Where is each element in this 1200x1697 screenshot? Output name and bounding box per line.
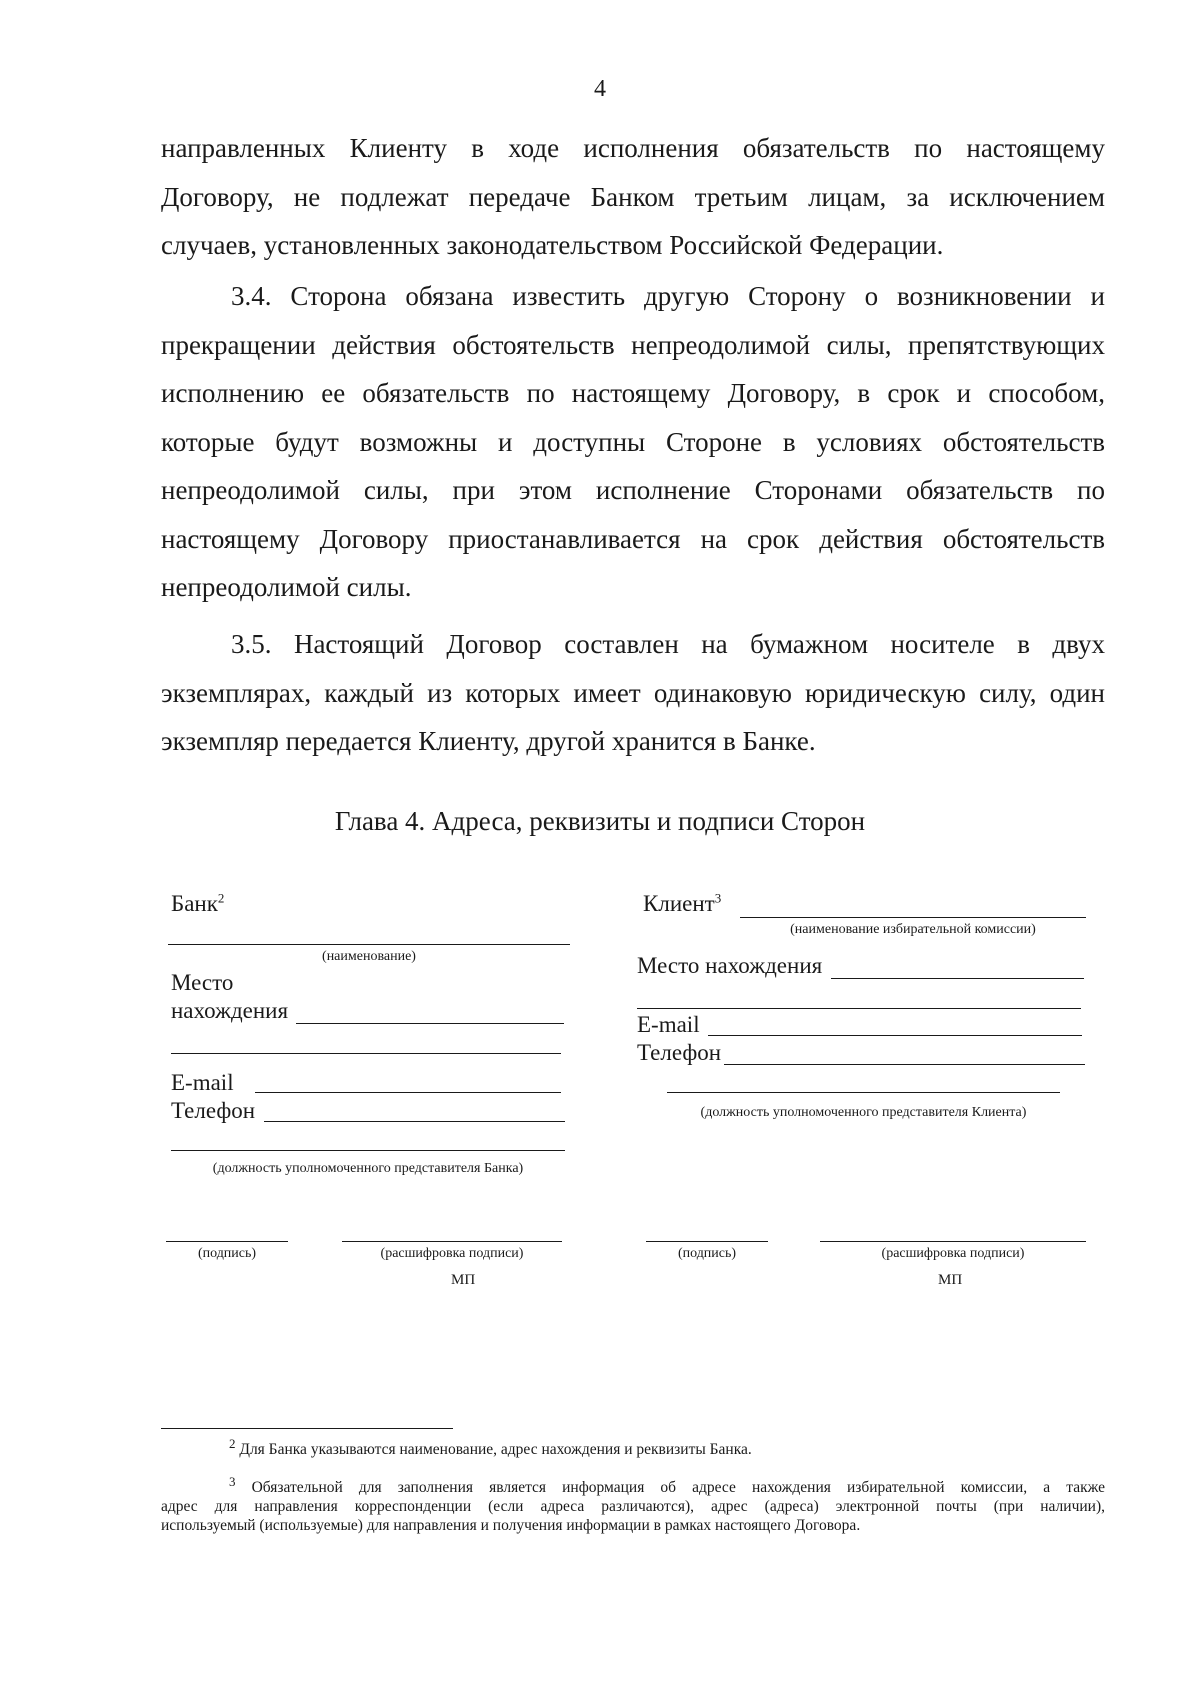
paragraph-line: 3.5. Настоящий Договор составлен на бумажном носителе в двух — [231, 629, 1105, 659]
bank-signature-caption: (подпись) — [197, 1246, 257, 1261]
chapter-heading: Глава 4. Адреса, реквизиты и подписи Сторон — [334, 806, 866, 836]
footnote-line: используемый (используемые) для направления и получения информации в рамках настоящего Договора. — [161, 1517, 861, 1534]
client-label-text: Клиент — [643, 891, 715, 916]
client-name-line[interactable] — [740, 917, 1086, 918]
footnote-mark: 2 — [217, 890, 225, 906]
bank-location-label-1: Место — [171, 970, 234, 995]
client-email-line[interactable] — [708, 1035, 1082, 1036]
footnote-mark: 2 — [229, 1435, 236, 1451]
page-number: 4 — [594, 76, 606, 102]
client-phone-label: Телефон — [637, 1040, 722, 1065]
footnote-line: адрес для направления корреспонденции (если адреса различаются), адрес (адреса) электронной почты (при наличии), — [161, 1498, 1105, 1515]
footnote-line — [161, 1435, 1105, 1459]
client-signature-caption: (подпись) — [677, 1246, 737, 1261]
footnote-separator — [161, 1428, 453, 1429]
bank-position-line[interactable] — [171, 1150, 565, 1151]
footnote-text: Обязательной для заполнения является информация об адресе нахождения избирательной комиссии, а также — [251, 1479, 1105, 1496]
bank-label-text: Банк — [171, 891, 218, 916]
bank-phone-line[interactable] — [264, 1121, 565, 1122]
paragraph-line: которые будут возможны и доступны Стороне в условиях обстоятельств — [161, 426, 1105, 457]
footnote-2 — [161, 1435, 1105, 1459]
clause-3-5 — [161, 620, 1105, 766]
clause-3-4 — [161, 272, 1105, 612]
footnote-text: Для Банка указываются наименование, адрес нахождения и реквизиты Банка. — [239, 1441, 752, 1458]
paragraph-line: настоящему Договору приостанавливается на срок действия обстоятельств — [161, 523, 1105, 554]
paragraph-line: Договору, не подлежат передаче Банком третьим лицам, за исключением — [161, 181, 1105, 212]
client-location-line[interactable] — [831, 978, 1084, 979]
client-position-caption: (должность уполномоченного представителя Клиента) — [700, 1105, 1027, 1120]
bank-phone-label: Телефон — [171, 1098, 256, 1123]
paragraph-line: экземплярах, каждый из которых имеет одинаковую юридическую силу, один — [161, 677, 1105, 708]
bank-signature-line[interactable] — [166, 1241, 288, 1242]
client-phone-line[interactable] — [724, 1064, 1085, 1065]
paragraph-line: исполнению ее обязательств по настоящему Договору, в срок и способом, — [161, 378, 1105, 408]
client-email-label: E-mail — [637, 1012, 700, 1037]
paragraph-line: непреодолимой силы, при этом исполнение Сторонами обязательств по — [161, 475, 1105, 505]
paragraph-continuation — [161, 124, 1105, 270]
bank-location-line[interactable] — [296, 1023, 564, 1024]
footnote-line — [161, 1473, 1105, 1497]
paragraph-line: экземпляр передается Клиенту, другой хранится в Банке. — [161, 726, 816, 756]
bank-stamp-mark: МП — [451, 1272, 476, 1288]
footnote-mark: 3 — [714, 890, 722, 906]
bank-email-label: E-mail — [171, 1070, 234, 1095]
paragraph-line: прекращении действия обстоятельств непреодолимой силы, препятствующих — [161, 329, 1105, 360]
client-signature-line[interactable] — [646, 1241, 768, 1242]
footnote-mark: 3 — [229, 1473, 236, 1489]
footnote-3 — [161, 1473, 1105, 1535]
client-label — [643, 891, 721, 917]
paragraph-line: направленных Клиенту в ходе исполнения обязательств по настоящему — [161, 133, 1105, 163]
client-location-label: Место нахождения — [637, 953, 823, 978]
bank-location-label-2: нахождения — [171, 998, 289, 1023]
bank-name-caption: (наименование) — [322, 949, 416, 964]
paragraph-line: случаев, установленных законодательством Российской Федерации. — [161, 230, 944, 260]
bank-decoding-caption: (расшифровка подписи) — [380, 1246, 524, 1261]
client-decoding-caption: (расшифровка подписи) — [881, 1246, 1025, 1261]
bank-label — [171, 891, 224, 917]
bank-position-caption: (должность уполномоченного представителя Банка) — [212, 1161, 524, 1176]
paragraph-line: непреодолимой силы. — [161, 572, 412, 602]
client-name-caption: (наименование избирательной комиссии) — [790, 922, 1036, 937]
client-location-line-2[interactable] — [637, 1008, 1081, 1009]
bank-name-line[interactable] — [168, 944, 570, 945]
bank-decoding-line[interactable] — [342, 1241, 562, 1242]
client-decoding-line[interactable] — [820, 1241, 1086, 1242]
bank-email-line[interactable] — [255, 1092, 561, 1093]
bank-location-line-2[interactable] — [171, 1053, 561, 1054]
client-stamp-mark: МП — [938, 1272, 963, 1288]
client-position-line[interactable] — [667, 1092, 1060, 1093]
paragraph-line: 3.4. Сторона обязана известить другую Сторону о возникновении и — [231, 281, 1105, 311]
